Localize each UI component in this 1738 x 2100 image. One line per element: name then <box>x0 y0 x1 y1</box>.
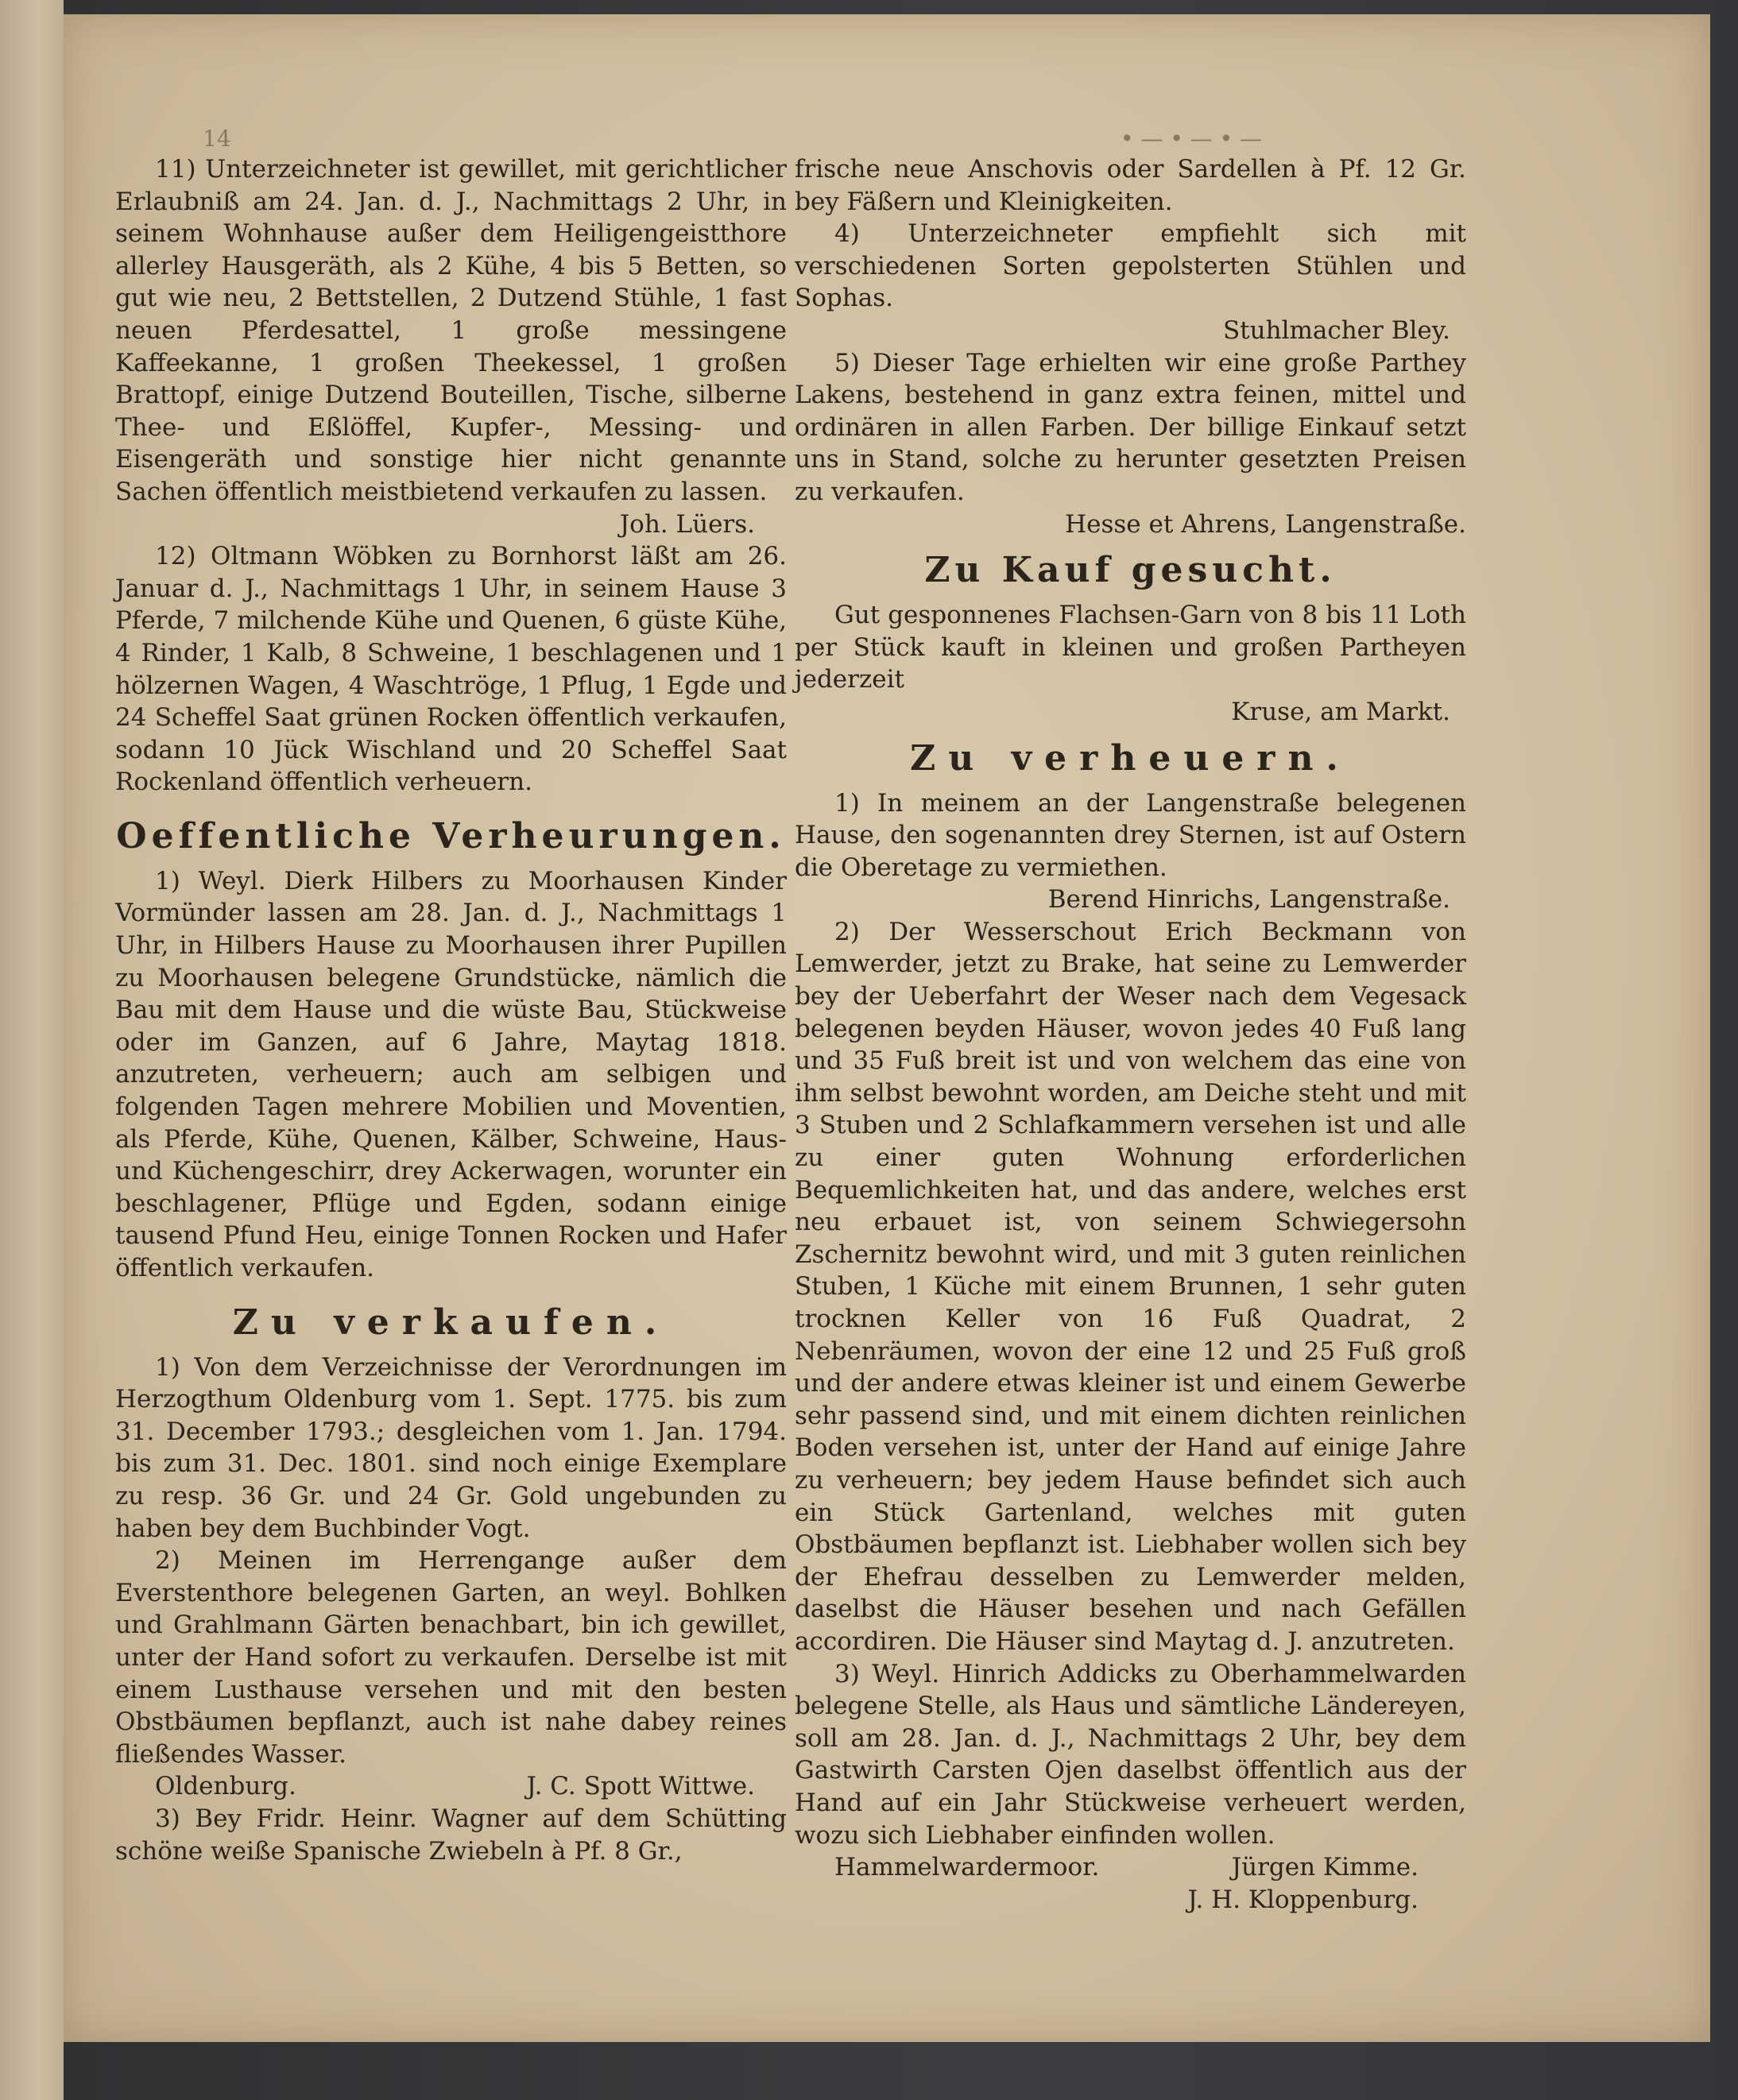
verkauf-3-continued: frische neue Anschovis oder Sardellen à Pf. 12 Gr. bey Fäßern und Kleinigkeiten. <box>795 155 1466 216</box>
heading-zu-verkaufen: Zu verkaufen. <box>232 1301 670 1343</box>
verheuern-3-signature-2: J. H. Kloppenburg. <box>1187 1885 1419 1914</box>
verheuern-3-signature-row <box>795 1851 1466 1884</box>
verkauf-2-signature-row <box>115 1770 787 1803</box>
verkauf-4: 4) Unterzeichneter empfiehlt sich mit verschiedenen Sorten gepolsterten Stühlen und Sophas. <box>795 219 1466 313</box>
verheuern-2: 2) Der Wesserschout Erich Beckmann von Lemwerder, jetzt zu Brake, hat seine zu Lemwerder bey der Ueberfahrt der Weser nach dem Vegesack belegenen beyden Häuser, wovon jedes 40 Fuß lang und 35 Fuß breit ist und von welchem das eine von ihm selbst bewohnt worden, am Deiche steht und mit 3 Stuben und 2 Schlafkammern versehen ist und alle zu einer guten Wohnung erforderlichen Bequemlichkeiten hat, und das andere, welches erst neu erbauet ist, von seinem Schwiegersohn Zschernitz bewohnt wird, und mit 3 guten reinlichen Stuben, 1 Küche mit einem Brunnen, 1 sehr guten trocknen Keller von 16 Fuß Quadrat, 2 Nebenräumen, wovon der eine 12 und 25 Fuß groß und der andere etwas kleiner ist und einem Gewerbe sehr passend sind, und mit einem dichten reinlichen Boden versehen ist, unter der Hand auf einige Jahre zu verheuern; bey jedem Hause befindet sich auch ein Stück Gartenland, welches mit guten Obstbäumen bepflanzt ist. Liebhaber wollen sich bey der Ehefrau desselben zu Lemwerder melden, daselbst die Häuser besehen und nach Gefällen accordiren. Die Häuser sind Maytag d. J. anzutreten. <box>795 917 1466 1656</box>
verkauf-2: 2) Meinen im Herrengange außer dem Everstenthore belegenen Garten, an weyl. Bohlken und Grahlmann Gärten benachbart, bin ich gewillet, unter der Hand sofort zu verkaufen. Derselbe ist mit einem Lusthause versehen und mit den besten Obstbäumen bepflanzt, auch ist nahe dabey reines fließendes Wasser. <box>115 1546 787 1769</box>
verheuern-3-signature-1: Jürgen Kimme. <box>1231 1853 1419 1882</box>
gesucht-1: Gut gesponnenes Flachsen-Garn von 8 bis 11 Loth per Stück kauft in kleinen und großen Partheyen jederzeit <box>795 601 1466 694</box>
heading-zu-kauf-gesucht: Zu Kauf gesucht. <box>924 550 1337 591</box>
notice-11: 11) Unterzeichneter ist gewillet, mit gerichtlicher Erlaubniß am 24. Jan. d. J., Nachmittags 2 Uhr, in seinem Wohnhause außer dem Heiligengeistthore allerley Hausgeräth, als 2 Kühe, 4 bis 5 Betten, so gut wie neu, 2 Bettstellen, 2 Dutzend Stühle, 1 fast neuen Pferdesattel, 1 große messingene Kaffeekanne, 1 großen Theekessel, 1 großen Brattopf, einige Dutzend Bouteillen, Tische, silberne Thee- und Eßlöffel, Kupfer-, Messing- und Eisengeräth und sonstige hier nicht genannte Sachen öffentlich meistbietend verkaufen zu lassen. <box>115 155 787 506</box>
verheuern-1-signature: Berend Hinrichs, Langenstraße. <box>1047 885 1450 915</box>
heading-oeffentliche-verheurungen: Oeffentliche Verheurungen. <box>116 815 786 857</box>
newspaper-page <box>64 14 1710 2042</box>
verheuern-3-place: Hammelwardermoor. <box>834 1853 1100 1882</box>
previous-page-edge <box>0 0 64 2100</box>
right-column <box>795 153 1466 1916</box>
header-ornament: • — • — • — <box>1121 126 1263 152</box>
verkauf-1: 1) Von dem Verzeichnisse der Verordnungen im Herzogthum Oldenburg vom 1. Sept. 1775. bis zum 31. December 1793.; desgleichen vom 1. Jan. 1794. bis zum 31. Dec. 1801. sind noch einige Exemplare zu resp. 36 Gr. und 24 Gr. Gold ungebunden zu haben bey dem Buchbinder Vogt. <box>115 1352 787 1543</box>
verkauf-2-place: Oldenburg. <box>155 1772 296 1801</box>
verheuern-1: 1) In meinem an der Langenstraße belegenen Hause, den sogenannten drey Sternen, ist auf Ostern die Oberetage zu vermiethen. <box>795 788 1466 882</box>
page-number-mark: 14 <box>203 126 231 152</box>
verkauf-4-signature: Stuhlmacher Bley. <box>1222 315 1450 345</box>
notice-12: 12) Oltmann Wöbken zu Bornhorst läßt am 26. Januar d. J., Nachmittags 1 Uhr, in seinem Hause 3 Pferde, 7 milchende Kühe und Quenen, 6 güste Kühe, 4 Rinder, 1 Kalb, 8 Schweine, 1 beschlagenen und 1 hölzernen Wagen, 4 Waschtröge, 1 Pflug, 1 Egde und 24 Scheffel Saat grünen Rocken öffentlich verkaufen, sodann 10 Jück Wischland und 20 Scheffel Saat Rockenland öffentlich verheuern. <box>115 542 787 797</box>
verkauf-5-signature: Hesse et Ahrens, Langenstraße. <box>1065 509 1466 539</box>
left-column <box>115 153 787 1867</box>
verheurung-1: 1) Weyl. Dierk Hilbers zu Moorhausen Kinder Vormünder lassen am 28. Jan. d. J., Nachmittags 1 Uhr, in Hilbers Hause zu Moorhausen ihrer Pupillen zu Moorhausen belegene Grundstücke, nämlich die Bau mit dem Hause und die wüste Bau, Stückweise oder im Ganzen, auf 6 Jahre, Maytag 1818. anzutreten, verheuern; auch am selbigen und folgenden Tagen mehrere Mobilien und Moventien, als Pferde, Kühe, Quenen, Kälber, Schweine, Haus- und Küchengeschirr, drey Ackerwagen, worunter ein beschlagener, Pflüge und Egden, sodann einige tausend Pfund Heu, einige Tonnen Rocken und Hafer öffentlich verkaufen. <box>115 866 787 1282</box>
verkauf-2-signature: J. C. Spott Wittwe. <box>526 1772 755 1801</box>
gesucht-1-signature: Kruse, am Markt. <box>1231 697 1450 726</box>
verkauf-3: 3) Bey Fridr. Heinr. Wagner auf dem Schütting schöne weiße Spanische Zwiebeln à Pf. 8 Gr., <box>115 1804 787 1866</box>
verheuern-3: 3) Weyl. Hinrich Addicks zu Oberhammelwarden belegene Stelle, als Haus und sämtliche Ländereyen, soll am 28. Jan. d. J., Nachmittags 2 Uhr, bey dem Gastwirth Carsten Ojen daselbst öffentlich aus der Hand auf ein Jahr Stückweise verheuert werden, wozu sich Liebhaber einfinden wollen. <box>795 1659 1466 1850</box>
notice-11-signature: Joh. Lüers. <box>619 509 755 539</box>
verkauf-5: 5) Dieser Tage erhielten wir eine große Parthey Lakens, bestehend in ganz extra feinen, mittel und ordinären in allen Farben. Der billige Einkauf setzt uns in Stand, solche zu herunter gesetzten Preisen zu verkaufen. <box>795 348 1466 506</box>
heading-zu-verheuern: Zu verheuern. <box>910 737 1351 779</box>
